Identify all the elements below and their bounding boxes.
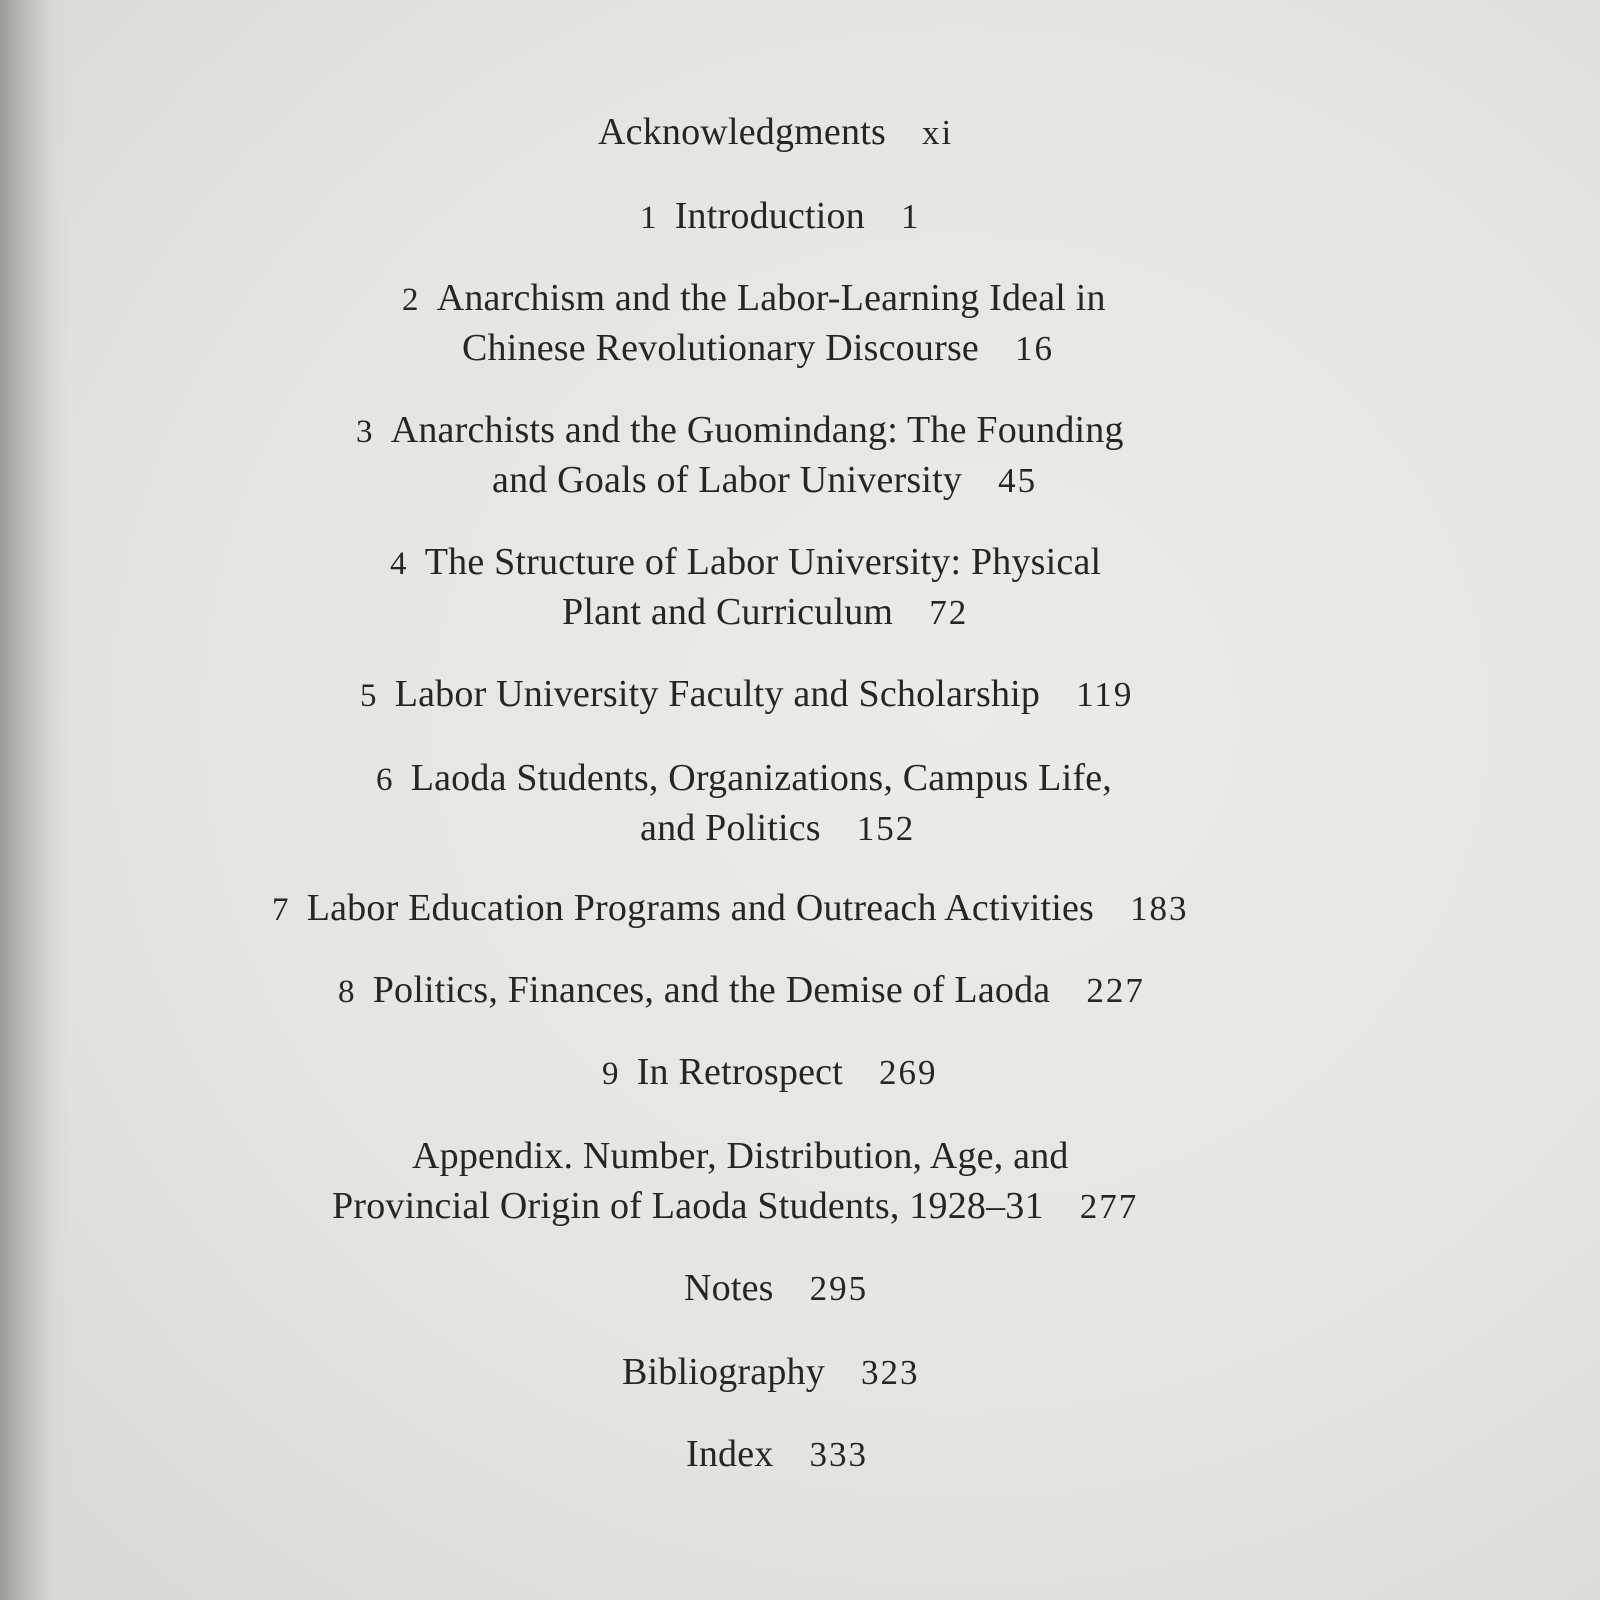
chapter-number: 4 [390,546,407,582]
page-number: 119 [1076,675,1134,714]
page-number: xi [921,113,954,152]
page-number: 72 [929,593,969,632]
entry-title-line-2: Provincial Origin of Laoda Students, 1928–31 [332,1185,1044,1227]
page-number: 45 [998,461,1038,500]
entry-title-line-2: Plant and Curriculum [562,591,894,633]
page-number: 227 [1086,971,1145,1010]
entry-title-line-2: Chinese Revolutionary Discourse [462,327,979,369]
chapter-number: 6 [376,762,393,798]
chapter-number: 2 [402,282,419,318]
entry-title: Acknowledgments [598,111,886,153]
chapter-number: 1 [640,200,657,236]
entry-title-line-1: Anarchists and the Guomindang: The Founding [390,409,1124,451]
entry-title: Index [686,1433,774,1475]
page-number: 295 [809,1269,869,1308]
entry-title: Notes [684,1267,774,1309]
entry-title-line-2: and Goals of Labor University [492,459,963,501]
page-number: 269 [878,1053,938,1092]
chapter-number: 7 [272,892,289,928]
page-number: 323 [860,1353,920,1392]
entry-title-line-1: The Structure of Labor University: Physical [424,541,1102,583]
entry-title: Labor Education Programs and Outreach Activities [306,887,1095,929]
page-number: 277 [1079,1187,1139,1226]
page-number: 333 [809,1435,869,1474]
entry-title-line-1: Appendix. Number, Distribution, Age, and [412,1135,1069,1177]
chapter-number: 5 [360,678,377,714]
chapter-number: 3 [356,414,373,450]
entry-title: Introduction [674,195,865,237]
entry-title-line-1: Anarchism and the Labor-Learning Ideal in [436,277,1106,319]
entry-title: In Retrospect [636,1051,843,1093]
page-number: 183 [1130,889,1189,928]
chapter-number: 9 [602,1056,619,1092]
entry-title-line-2: and Politics [640,807,821,849]
page-number: 1 [900,197,921,236]
entry-title: Politics, Finances, and the Demise of Laoda [372,969,1051,1011]
page-number: 16 [1015,329,1054,368]
page-number: 152 [856,809,916,848]
entry-title-line-1: Laoda Students, Organizations, Campus Life, [410,757,1112,799]
chapter-number: 8 [338,974,355,1010]
entry-title: Labor University Faculty and Scholarship [394,673,1041,715]
entry-title: Bibliography [622,1351,825,1393]
